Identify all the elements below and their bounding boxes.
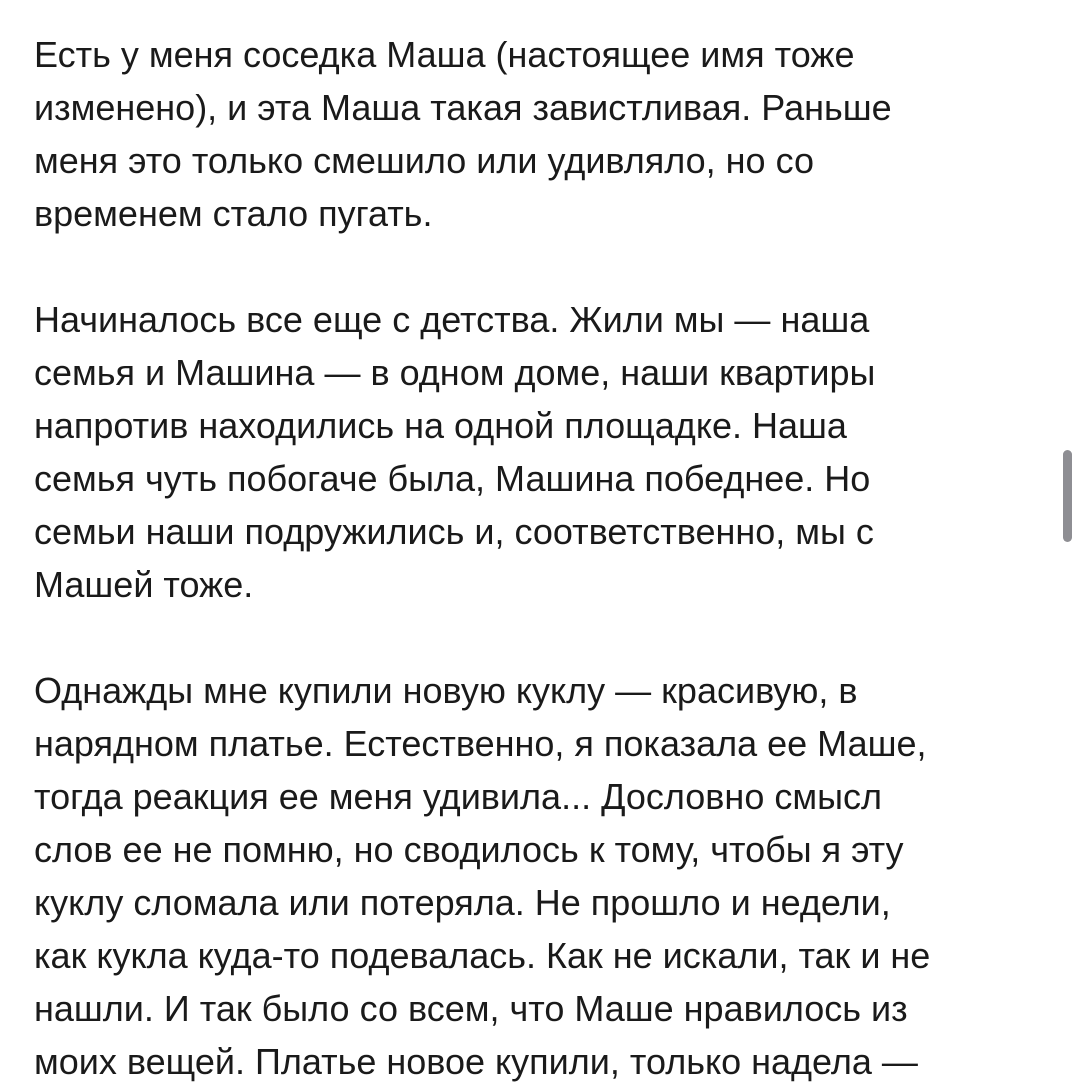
vertical-scrollbar[interactable]	[1063, 450, 1072, 542]
text-line: семья и Машина — в одном доме, наши квартиры	[34, 352, 876, 393]
paragraph	[34, 28, 1054, 240]
text-line: Начиналось все еще с детства. Жили мы — наша	[34, 299, 870, 340]
text-line: как кукла куда-то подевалась. Как не искали, так и не	[34, 935, 931, 976]
text-line: нашли. И так было со всем, что Маше нравилось из	[34, 988, 908, 1029]
paragraph	[34, 293, 1054, 611]
text-line: куклу сломала или потеряла. Не прошло и недели,	[34, 882, 891, 923]
text-line: изменено), и эта Маша такая завистливая. Раньше	[34, 87, 892, 128]
text-line: Однажды мне купили новую куклу — красивую, в	[34, 670, 858, 711]
text-line: семья чуть побогаче была, Машина победнее. Но	[34, 458, 871, 499]
text-line: Машей тоже.	[34, 564, 254, 605]
text-line: напротив находились на одной площадке. Наша	[34, 405, 847, 446]
text-line: слов ее не помню, но сводилось к тому, чтобы я эту	[34, 829, 904, 870]
text-line: временем стало пугать.	[34, 193, 433, 234]
text-line: Есть у меня соседка Маша (настоящее имя тоже	[34, 34, 855, 75]
text-line: семьи наши подружились и, соответственно, мы с	[34, 511, 874, 552]
text-line: моих вещей. Платье новое купили, только надела —	[34, 1041, 918, 1082]
paragraph-spacer	[34, 611, 1054, 664]
text-line: нарядном платье. Естественно, я показала ее Маше,	[34, 723, 927, 764]
text-line: меня это только смешило или удивляло, но со	[34, 140, 814, 181]
paragraph	[34, 664, 1054, 1088]
paragraph-spacer	[34, 240, 1054, 293]
article-text	[34, 28, 1054, 1088]
text-line: тогда реакция ее меня удивила... Дословно смысл	[34, 776, 882, 817]
